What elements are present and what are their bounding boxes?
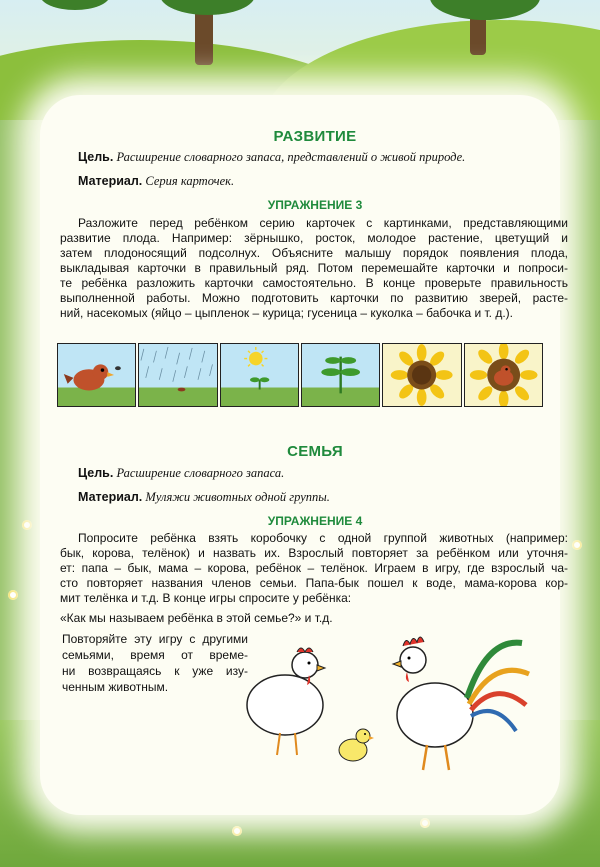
exercise-title-3: УПРАЖНЕНИЕ 3 bbox=[267, 198, 363, 212]
material-text: Муляжи животных одной группы. bbox=[145, 490, 330, 504]
rain-on-seed-icon bbox=[138, 343, 217, 407]
text-line: Разложите перед ребёнком серию карточек с картинками, представляющими bbox=[78, 216, 568, 230]
sunflower-growth-cards bbox=[57, 343, 543, 405]
section-title-family: СЕМЬЯ bbox=[287, 443, 343, 460]
bird-eating-seed-icon bbox=[57, 343, 136, 407]
rooster-icon bbox=[393, 637, 529, 770]
flower-icon bbox=[8, 590, 18, 600]
flower-icon bbox=[420, 818, 430, 828]
sunflower-with-bird-icon bbox=[464, 343, 543, 407]
goal-line bbox=[78, 150, 465, 165]
section-title-development: РАЗВИТИЕ bbox=[273, 128, 357, 145]
text-line: те ребёнка разложить карточки самостоятельно. В конце проверьте правильность bbox=[60, 276, 568, 290]
flower-icon bbox=[22, 520, 32, 530]
material-label: Материал. bbox=[78, 174, 143, 188]
sunflower-icon bbox=[382, 343, 461, 407]
text-line: мит телёнка и т.д. В конце игры спросите у ребёнка: bbox=[60, 591, 352, 605]
text-line: выполненной работы. Можно подготовить карточки по развитию зверей, расте- bbox=[60, 291, 568, 305]
text-line: развитие плода. Например: зёрнышко, росток, молодое растение, цветущий и bbox=[60, 231, 568, 245]
text-line: семьями, время от време- bbox=[62, 648, 248, 662]
material-line-2 bbox=[78, 490, 330, 505]
goal-line-2 bbox=[78, 466, 284, 481]
material-label: Материал. bbox=[78, 490, 143, 504]
flower-icon bbox=[572, 540, 582, 550]
goal-text: Расширение словарного запаса. bbox=[116, 466, 285, 480]
goal-label: Цель. bbox=[78, 150, 114, 164]
text-line: «Как мы называем ребёнка в этой семье?» и т.д. bbox=[60, 611, 333, 625]
text-line: выкладывая карточки в правильный ряд. Потом перемешайте карточки и попроси- bbox=[60, 261, 568, 275]
text-line: Попросите ребёнка взять коробочку с одной группой животных (например: bbox=[78, 531, 568, 545]
goal-label: Цель. bbox=[78, 466, 114, 480]
material-text: Серия карточек. bbox=[145, 174, 235, 188]
sprout-icon bbox=[220, 343, 299, 407]
material-line bbox=[78, 174, 234, 189]
text-line: Повторяйте эту игру с другими bbox=[62, 632, 248, 646]
text-line: ний, насекомых (яйцо – цыпленок – курица; гусеница – куколка – бабочка и т. д.). bbox=[60, 306, 514, 320]
flower-icon bbox=[232, 826, 242, 836]
chicken-family-icon bbox=[235, 620, 535, 780]
text-line: ни возвращаясь к уже изу- bbox=[62, 664, 248, 678]
text-line: сто повторяет названия членов семьи. Папа-бык пошел к воде, мама-корова кор- bbox=[60, 576, 568, 590]
young-plant-icon bbox=[301, 343, 380, 407]
text-line: затем плодоносящий подсолнух. Объясните малышу порядок появления плода, bbox=[60, 246, 568, 260]
goal-text: Расширение словарного запаса, представлений о живой природе. bbox=[116, 150, 466, 164]
exercise-title-4: УПРАЖНЕНИЕ 4 bbox=[267, 514, 363, 528]
chick-icon bbox=[339, 729, 374, 761]
text-line: ченным животным. bbox=[62, 680, 169, 694]
text-line: бык, корова, телёнок) и назвать их. Взрослый повторяет за ребёнком или уточня- bbox=[60, 546, 568, 560]
hen-icon bbox=[247, 648, 325, 755]
text-line: ет: папа – бык, мама – корова, ребёнок – телёнок. Играем в игру, где взрослый ча- bbox=[60, 561, 568, 575]
